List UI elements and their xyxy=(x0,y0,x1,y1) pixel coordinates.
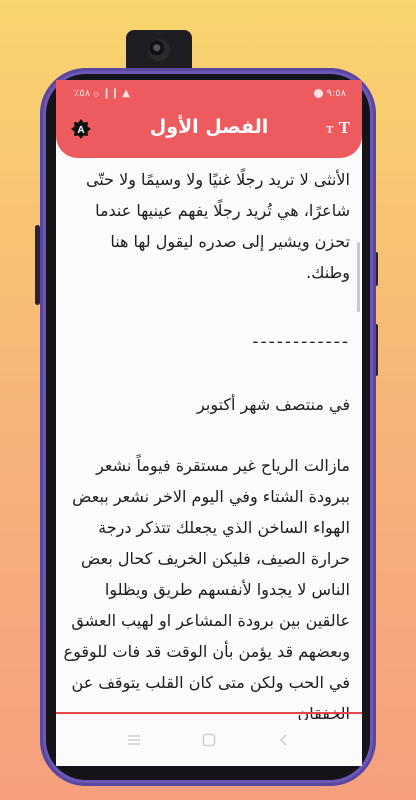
status-right xyxy=(314,88,346,99)
bottom-accent-line xyxy=(56,712,362,714)
back-icon[interactable] xyxy=(276,732,292,748)
chapter-content[interactable] xyxy=(56,160,362,712)
page-title: الفصل الأول xyxy=(149,116,269,138)
messenger-icon xyxy=(314,89,323,98)
status-indicators: ٪٥٨ ۞ ❙❙ ▲ xyxy=(74,88,130,99)
phone-screen xyxy=(56,80,362,766)
status-bar xyxy=(56,86,362,106)
section-heading: في منتصف شهر أكتوبر xyxy=(197,395,350,414)
camera-lens-icon xyxy=(148,39,170,61)
paragraph-intro: الأنثى لا تريد رجلًا غنيًا ولا وسيمًا ولا حتّى شاعرًا، هي تُريد رجلًا يفهم عينيها عندما تحزن ويشير إلى صدره ليقول لها هنا وطنك. xyxy=(85,170,350,282)
svg-text:A: A xyxy=(77,125,85,136)
text-size-icon[interactable]: T T xyxy=(326,118,350,137)
status-time: ٩:٥٨ xyxy=(326,88,346,99)
home-icon[interactable] xyxy=(201,732,217,748)
section-divider: ------------ xyxy=(252,332,350,352)
app-bar xyxy=(56,80,362,158)
navigation-bar xyxy=(56,720,362,766)
menu-icon[interactable] xyxy=(126,732,142,748)
paragraph-body: مازالت الرياح غير مستقرة فيوماً نشعر ببرودة الشتاء وفي اليوم الاخر نشعر ببعض الهواء الساخن الذي يجعلك تتذكر درجة حرارة الصيف، فليكن الخريف كحال بعض الناس لا يجدوا لأنفسهم طريق ويظلوا عالقين بين برودة المشاعر او لهيب العشق وبعضهم قد يؤمن بأن الوقت قد فات للوقوع في الحب ولكن متى كان القلب يتوقف عن xyxy=(63,456,350,692)
scrollbar[interactable] xyxy=(357,242,360,312)
